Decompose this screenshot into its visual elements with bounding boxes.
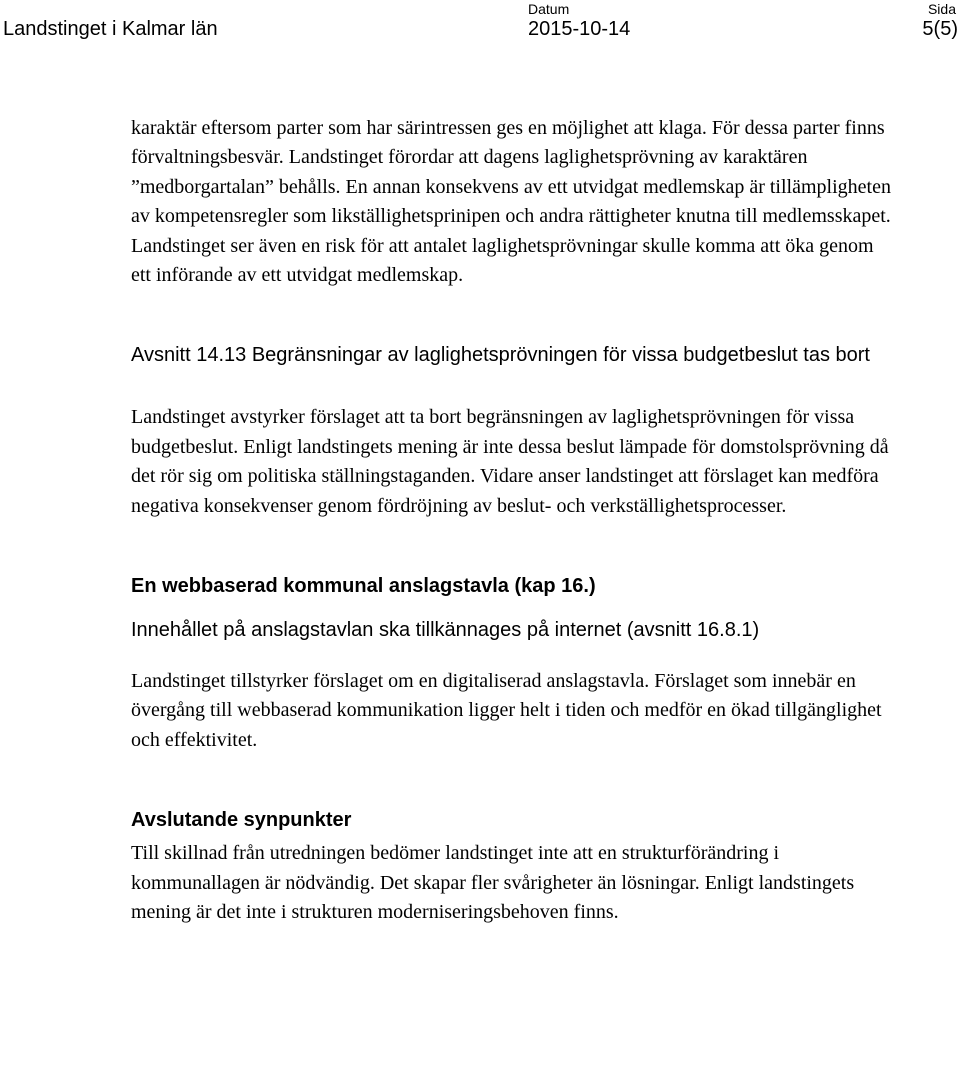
paragraph-medlemskap: karaktär eftersom parter som har särintressen ges en möjlighet att klaga. För dessa parter finns förvaltningsbesvär. Landstinget förordar att dagens laglighetsprövning av karaktären ”medborgartalan” behålls. En annan konsekvens av ett utvidgat medlemskap är tillämpligheten av kompetensregler som likställighetsprinipen och andra rättigheter knutna till medlemsskapet. Landstinget ser även en risk för att antalet laglighetsprövningar skulle komma att öka genom ett införande av ett utvidgat medlemskap. <box>131 117 891 287</box>
section-heading-16-8-1: Innehållet på anslagstavlan ska tillkännages på internet (avsnitt 16.8.1) <box>131 619 760 642</box>
page-label: Sida <box>927 1 956 17</box>
paragraph-budgetbeslut: Landstinget avstyrker förslaget att ta bort begränsningen av laglighetsprövningen för vissa budgetbeslut. Enligt landstingets mening är inte dessa beslut lämpade för domstolsprövning då det rör sig om politiska ställningstaganden. Vidare anser landstinget att förslaget kan medföra negativa konsekvenser genom fördröjning av beslut- och verkställighetsprocesser. <box>131 406 889 517</box>
section-heading-14-13: Avsnitt 14.13 Begränsningar av laglighetsprövningen för vissa budgetbeslut tas bort <box>131 344 870 367</box>
document-body <box>131 114 891 928</box>
organization-name: Landstinget i Kalmar län <box>3 18 218 40</box>
page-header <box>0 0 960 60</box>
paragraph-avslutande: Till skillnad från utredningen bedömer landstinget inte att en strukturförändring i kommunallagen är nödvändig. Det skapar fler svårigheter än lösningar. Enligt landstingets mening är det inte i strukturen moderniseringsbehoven finns. <box>131 842 855 924</box>
page-number: 5(5) <box>922 18 958 40</box>
document-date: 2015-10-14 <box>528 18 631 40</box>
date-label: Datum <box>528 1 570 17</box>
paragraph-anslagstavla: Landstinget tillstyrker förslaget om en digitaliserad anslagstavla. Förslaget som innebär en övergång till webbaserad kommunikation ligger helt i tiden och medför en ökad tillgänglighet och effektivitet. <box>131 670 882 751</box>
closing-heading: Avslutande synpunkter <box>131 809 352 832</box>
chapter-heading-16: En webbaserad kommunal anslagstavla (kap 16.) <box>131 575 596 598</box>
